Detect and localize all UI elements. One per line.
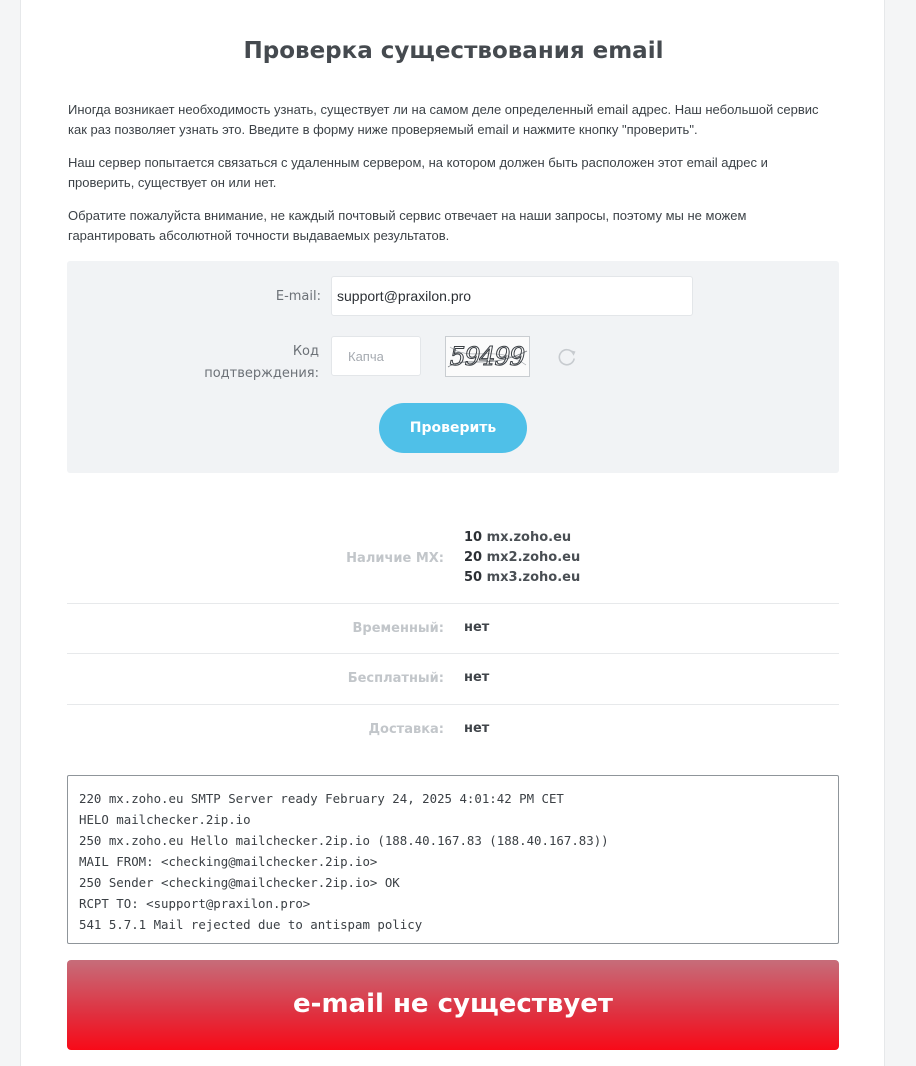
free-value: нет — [464, 670, 490, 685]
smtp-log-line: 541 5.7.1 Mail rejected due to antispam policy — [79, 917, 423, 932]
check-form — [67, 261, 839, 473]
smtp-log-line: HELO mailchecker.2ip.io — [79, 812, 251, 827]
captcha-text: 59499 — [449, 342, 525, 371]
captcha-image — [445, 336, 530, 377]
check-button[interactable]: Проверить — [379, 403, 527, 453]
mx-record: 10 mx.zoho.eu — [464, 530, 572, 545]
result-row-temporary — [67, 604, 839, 654]
captcha-input[interactable] — [331, 336, 421, 376]
refresh-icon[interactable] — [556, 346, 578, 368]
intro-paragraph-2: Наш сервер попытается связаться с удаленным сервером, на котором должен быть расположен этот email адрес и проверить, существует он или нет. — [68, 155, 768, 190]
result-row-mx — [67, 518, 839, 604]
page-title: Проверка существования email — [243, 38, 664, 64]
temporary-label: Временный: — [352, 621, 444, 636]
delivery-value: нет — [464, 721, 490, 736]
mx-record: 20 mx2.zoho.eu — [464, 550, 581, 565]
result-row-free — [67, 654, 839, 705]
smtp-log-line: 250 mx.zoho.eu Hello mailchecker.2ip.io (188.40.167.83 (188.40.167.83)) — [79, 833, 609, 848]
temporary-value: нет — [464, 620, 490, 635]
captcha-label — [167, 341, 319, 385]
smtp-log[interactable] — [67, 775, 839, 944]
smtp-log-line: RCPT TO: <support@praxilon.pro> — [79, 896, 311, 911]
verdict-banner: e-mail не существует — [67, 960, 839, 1050]
email-label: E-mail: — [275, 289, 321, 304]
free-label: Бесплатный: — [347, 671, 444, 686]
result-row-delivery — [67, 705, 839, 755]
captcha-label-line2: подтверждения: — [204, 366, 319, 381]
delivery-label: Доставка: — [368, 722, 444, 737]
smtp-log-line: 250 Sender <checking@mailchecker.2ip.io> OK — [79, 875, 400, 890]
captcha-label-line1: Код — [292, 344, 319, 359]
email-field[interactable] — [331, 276, 693, 316]
intro-paragraph-3: Обратите пожалуйста внимание, не каждый почтовый сервис отвечает на наши запросы, поэтому мы не можем гарантировать абсолютной точности выдаваемых результатов. — [68, 208, 747, 243]
mx-list — [464, 528, 580, 588]
page-container — [20, 0, 885, 1066]
mx-label: Наличие MX: — [346, 551, 444, 566]
intro-paragraph-1: Иногда возникает необходимость узнать, существует ли на самом деле определенный email адрес. Наш небольшой сервис как раз позволяет узнать это. Введите в форму ниже проверяемый email и нажмите кнопку "проверить". — [68, 102, 819, 137]
smtp-log-line: MAIL FROM: <checking@mailchecker.2ip.io> — [79, 854, 378, 869]
mx-record: 50 mx3.zoho.eu — [464, 570, 581, 585]
smtp-log-line: 220 mx.zoho.eu SMTP Server ready February 24, 2025 4:01:42 PM CET — [79, 791, 564, 806]
